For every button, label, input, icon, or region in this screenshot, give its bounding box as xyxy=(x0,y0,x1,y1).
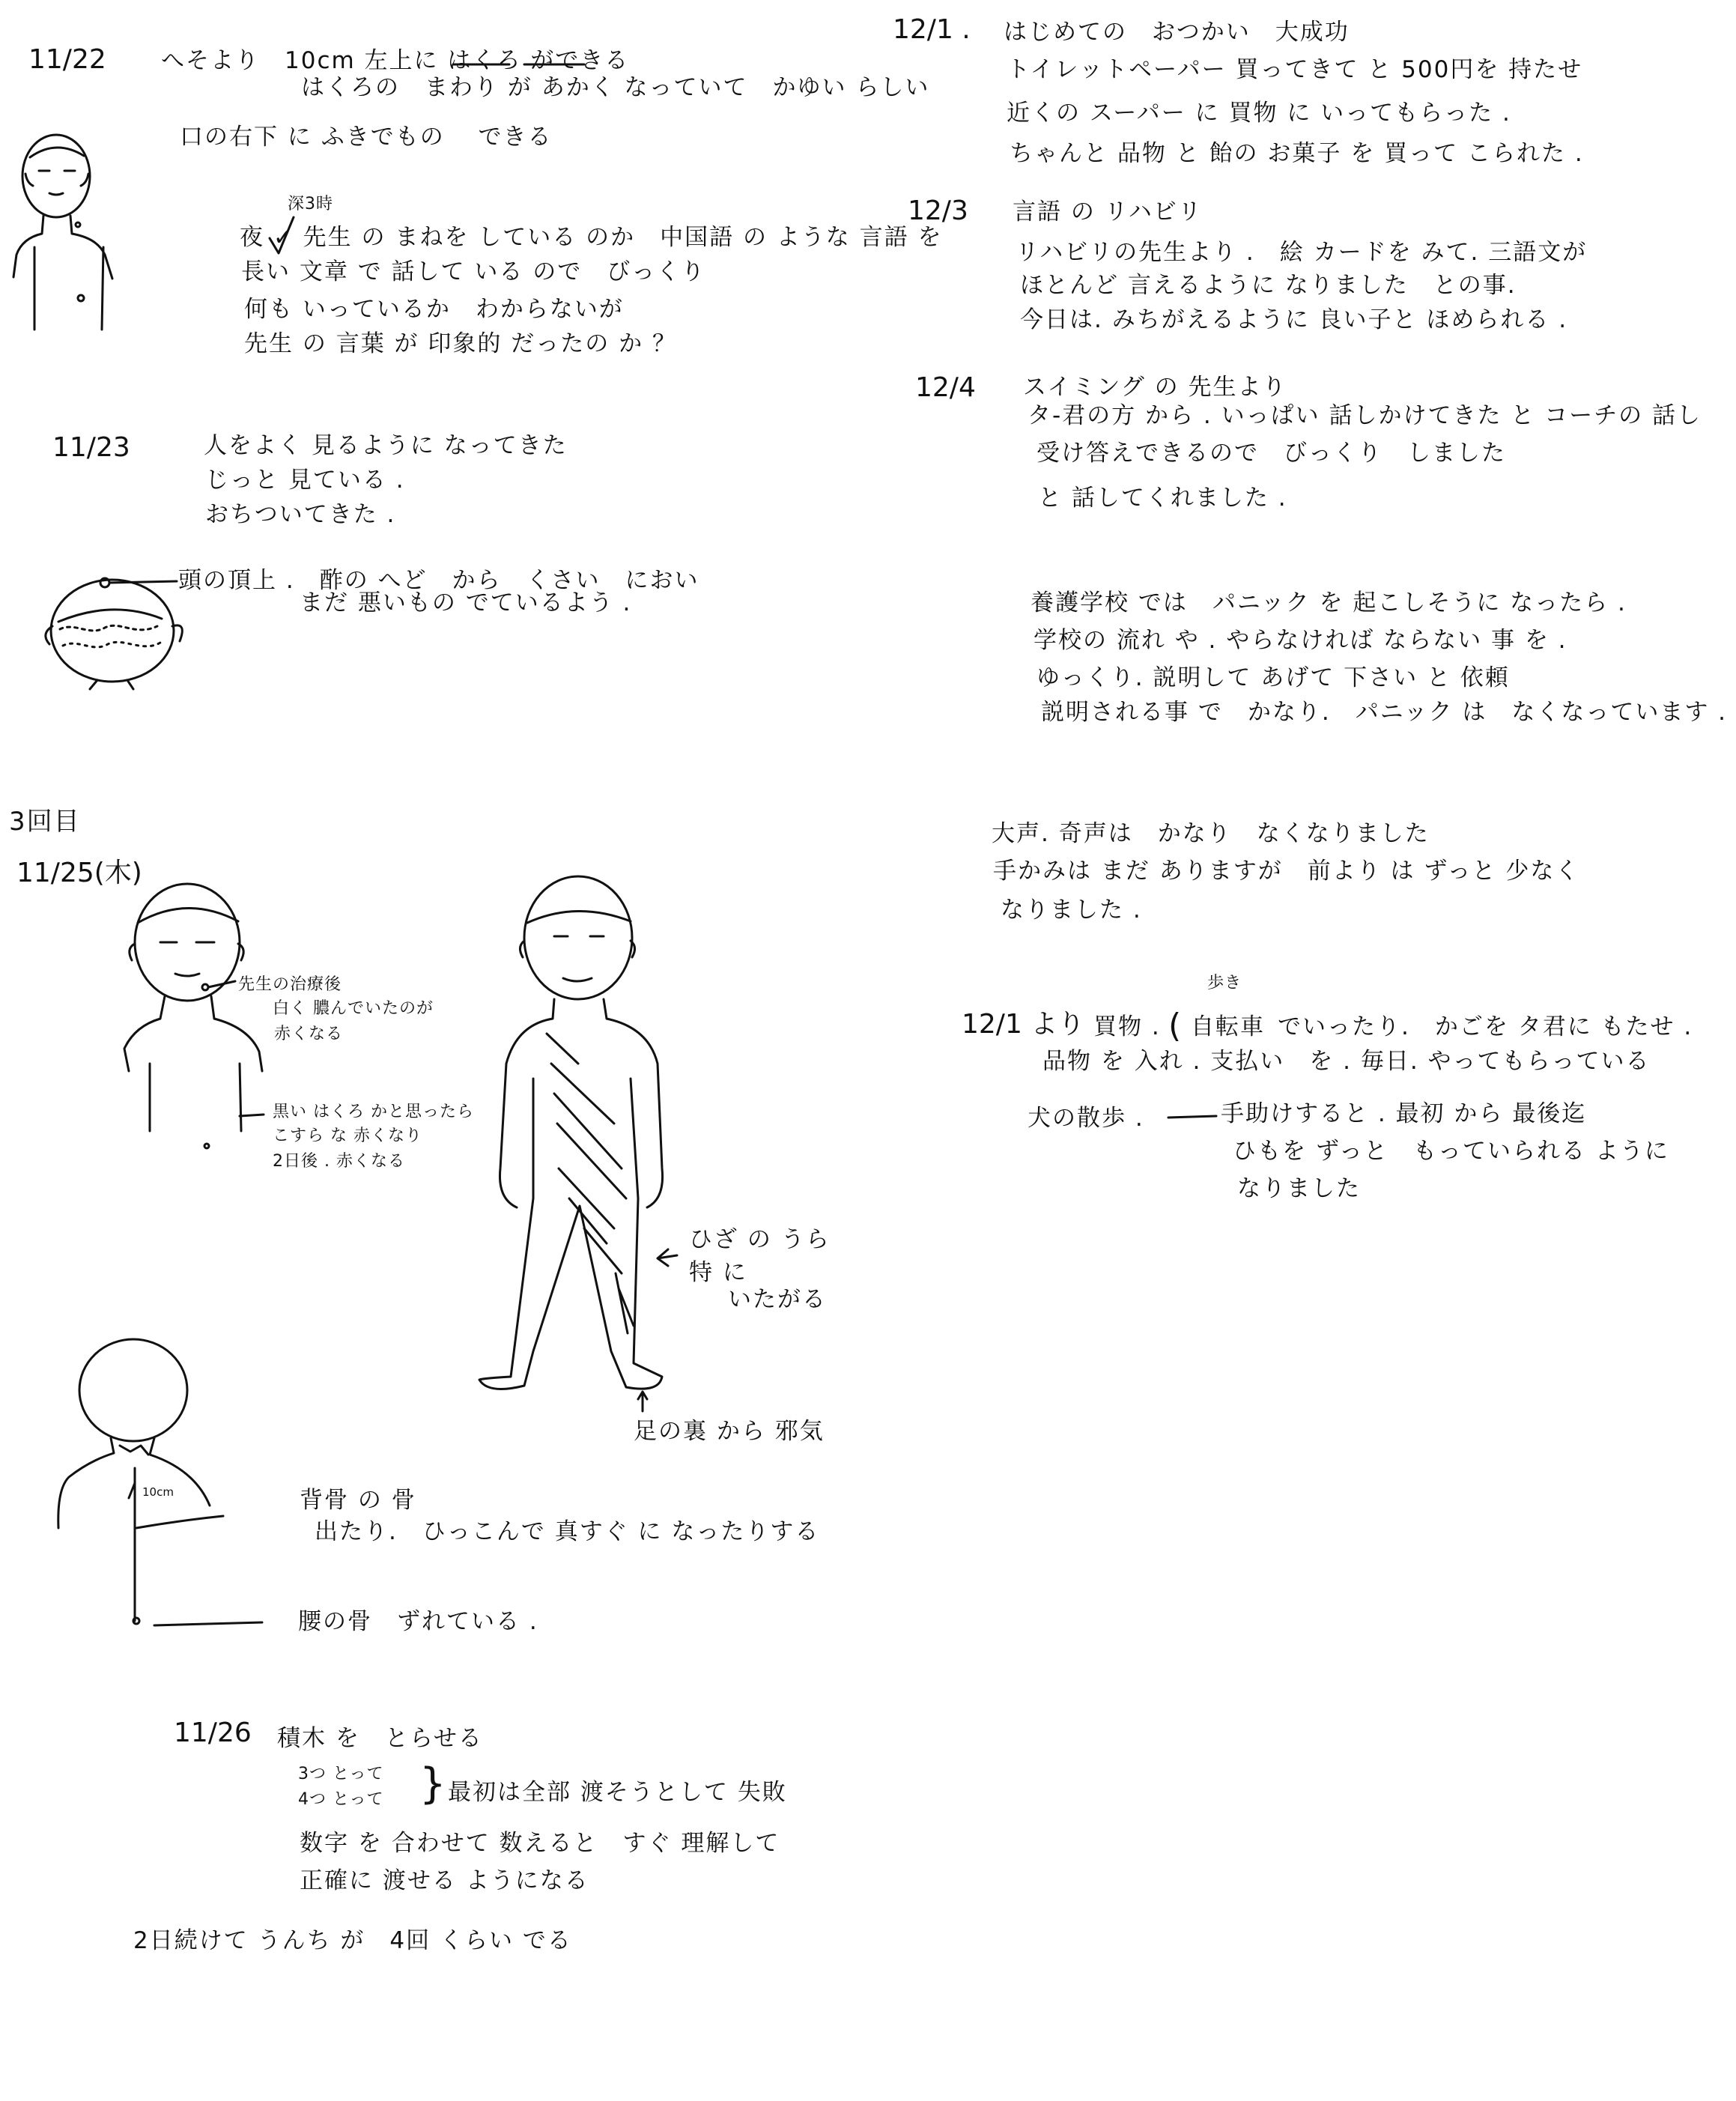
entry-line: 口の右下 に ふきでもの できる xyxy=(180,124,553,151)
entry-line: 今日は. みちがえるように 良い子と ほめられる . xyxy=(1020,306,1568,333)
entry-line: ゆっくり. 説明して あげて 下さい と 依頼 xyxy=(1037,664,1510,691)
entry-line: 品物 を 入れ . 支払い を . 毎日. やってもらっている xyxy=(1042,1048,1651,1075)
annotation: 出たり. ひっこんで 真すぐ に なったりする xyxy=(315,1518,820,1545)
entry-line: 人をよく 見るように なってきた xyxy=(204,432,568,459)
entry-line: ちゃんと 品物 と 飴の お菓子 を 買って こられた . xyxy=(1010,140,1584,167)
entry-line: 頭の頂上 . 酢の へど から くさい におい xyxy=(178,567,699,594)
entry-line: タ-君の方 から . いっぱい 話しかけてきた と コーチの 話し xyxy=(1028,402,1702,429)
entry-line: ひもを ずっと もっていられる ように xyxy=(1233,1138,1669,1165)
entry-line: 買物 . xyxy=(1093,1013,1161,1040)
entry-line: 手助けすると . 最初 から 最後迄 xyxy=(1221,1100,1587,1127)
entry-line: 最初は全部 渡そうとして 失敗 xyxy=(448,1779,787,1806)
entry-line: と 話してくれました . xyxy=(1038,485,1287,512)
entry-line: まだ 悪いもの でているよう . xyxy=(300,589,632,616)
entry-line: へそより 10cm 左上に はくろ ができる xyxy=(161,47,630,74)
entry-line: 手かみは まだ ありますが 前より は ずっと 少なく xyxy=(993,858,1580,885)
entry-line: 長い 文章 で 話して いる ので びっくり xyxy=(241,258,706,285)
annotation: こすら な 赤くなり xyxy=(273,1127,422,1145)
margin-note: 歩き xyxy=(1207,974,1242,992)
entry-line: なりました xyxy=(1237,1175,1361,1202)
entry-line: 4つ とって xyxy=(298,1790,384,1809)
annotation: 足の裏 から 邪気 xyxy=(634,1418,825,1445)
round-label: 3回目 xyxy=(9,807,81,837)
entry-line: 正確に 渡せる ようになる xyxy=(300,1867,589,1894)
entry-line: スイミング の 先生より xyxy=(1023,374,1287,401)
margin-note: 深3時 xyxy=(288,195,333,213)
annotation: 白く 膿んでいたのが xyxy=(273,999,434,1018)
annotation: 特 に xyxy=(689,1259,747,1286)
annotation: 先生の治療後 xyxy=(238,975,342,994)
entry-date: 12/3 xyxy=(908,195,968,226)
child-head-rash-sketch xyxy=(46,578,182,689)
entry-line: 受け答えできるので びっくり しました xyxy=(1037,440,1506,467)
entry-line: じっと 見ている . xyxy=(205,467,405,494)
annotation: 背骨 の 骨 xyxy=(300,1487,416,1514)
entry-line: ほとんど 言えるように なりました との事. xyxy=(1020,272,1517,299)
annotation: 赤くなる xyxy=(274,1025,344,1043)
child-back-sketch xyxy=(58,1339,262,1625)
entry-date: 12/1 . xyxy=(893,14,971,45)
entry-line: 数字 を 合わせて 数えると すぐ 理解して xyxy=(300,1830,780,1857)
annotation: いたがる xyxy=(728,1286,827,1313)
entry-line: 大声. 奇声は かなり なくなりました xyxy=(992,820,1430,847)
dash-arrow xyxy=(1168,1116,1216,1118)
entry-line: トイレットペーパー 買ってきて と 500円を 持たせ xyxy=(1007,56,1583,83)
annotation: ひざ の うら xyxy=(689,1226,831,1253)
entry-line: でいったり. かごを タ君に もたせ . xyxy=(1278,1013,1693,1040)
child-upper-body-sketch xyxy=(124,884,264,1148)
entry-line: 学校の 流れ や . やらなければ ならない 事 を . xyxy=(1034,627,1567,654)
child-full-body-sketch xyxy=(479,876,677,1411)
child-torso-sketch xyxy=(13,135,112,330)
entry-line: 何も いっているか わからないが xyxy=(244,296,624,323)
entry-date: 12/4 xyxy=(915,372,976,403)
entry-date: 11/22 xyxy=(28,44,106,75)
entry-line: 犬の散歩 . xyxy=(1028,1105,1144,1132)
entry-line: リハビリの先生より . 絵 カードを みて. 三語文が xyxy=(1016,239,1588,266)
paren-open: ( xyxy=(1168,1007,1183,1045)
entry-line: 言語 の リハビリ xyxy=(1013,198,1203,225)
entry-date: 12/1 より xyxy=(962,1009,1085,1040)
entry-line: 先生 の 言葉 が 印象的 だったの か ？ xyxy=(244,330,677,357)
entry-line: 近くの スーパー に 買物 に いってもらった . xyxy=(1007,100,1511,127)
entry-line: 自転車 xyxy=(1191,1013,1265,1040)
insert-mark xyxy=(270,217,294,253)
entry-line: 養護学校 では パニック を 起こしそうに なったら . xyxy=(1031,589,1627,616)
brace: } xyxy=(419,1759,448,1808)
entry-line: 2日続けて うんち が 4回 くらい でる xyxy=(133,1927,572,1954)
entry-date: 11/26 xyxy=(174,1718,252,1748)
entry-date: 11/25(木) xyxy=(16,858,142,888)
entry-line: おちついてきた . xyxy=(205,501,396,528)
entry-line: はじめての おつかい 大成功 xyxy=(1004,19,1350,46)
annotation: 黒い はくろ かと思ったら xyxy=(273,1103,474,1121)
annotation: 2日後 . 赤くなる xyxy=(273,1152,405,1171)
entry-line: なりました . xyxy=(1001,897,1142,924)
annotation: 腰の骨 ずれている . xyxy=(298,1608,538,1635)
entry-line: 説明される事 で かなり. パニック は なくなっています . xyxy=(1041,699,1728,726)
entry-date: 11/23 xyxy=(52,432,130,463)
annotation: 10cm xyxy=(142,1485,174,1499)
entry-line: 3つ とって xyxy=(298,1765,384,1783)
entry-line: はくろの まわり が あかく なっていて かゆい らしい xyxy=(301,74,930,101)
entry-line: 夜 ✓ 先生 の まねを している のか 中国語 の ような 言語 を xyxy=(240,224,943,251)
entry-line: 積木 を とらせる xyxy=(277,1725,483,1752)
